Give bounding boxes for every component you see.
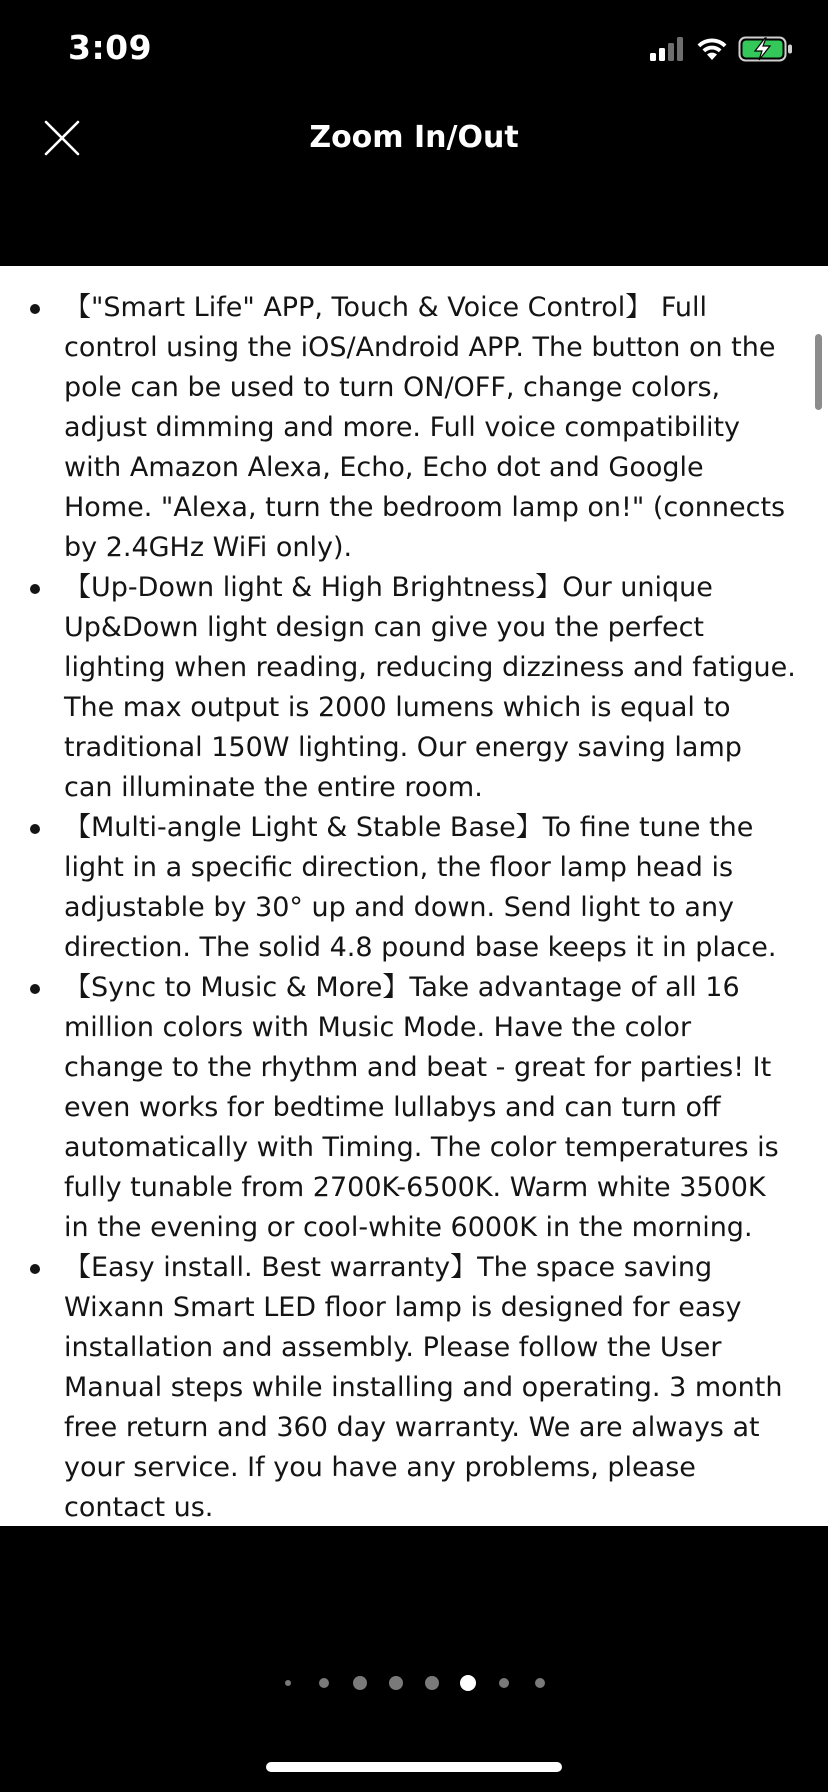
bullet-item [0, 288, 798, 568]
pager-dot[interactable] [389, 1676, 403, 1690]
bullet-text: 【Easy install. Best warranty】The space saving Wixann Smart LED floor lamp is designed for easy installation and assembly. Please follow the User Manual steps while installing and operating. 3 month free return and 360 day warranty. We are always at your service. If you have any problems, please contact us. [64, 1252, 783, 1523]
pager-dot[interactable] [499, 1678, 509, 1688]
feature-bullet-list [0, 266, 828, 1526]
bullet-text: 【"Smart Life" APP, Touch & Voice Control】 Full control using the iOS/Android APP. The button on the pole can be used to turn ON/OFF, change colors, adjust dimming and more. Full voice compatibility with Amazon Alexa, Echo, Echo dot and Google Home. "Alexa, turn the bedroom lamp on!" (connects by 2.4GHz WiFi only). [64, 292, 786, 563]
pager-dot[interactable] [285, 1680, 291, 1686]
pager-dot[interactable] [535, 1678, 545, 1688]
bullet-text: 【Sync to Music & More】Take advantage of all 16 million colors with Music Mode. Have the color change to the rhythm and beat - great for parties! It even works for bedtime lullabys and can turn off automatically with Timing. The color temperatures is fully tunable from 2700K-6500K. Warm white 3500K in the evening or cool-white 6000K in the morning. [64, 972, 779, 1243]
vertical-scrollbar[interactable] [815, 334, 822, 410]
battery-charging-icon [738, 36, 794, 62]
pager-dot[interactable] [353, 1676, 367, 1690]
pager-dot-active[interactable] [460, 1675, 476, 1691]
bullet-text: 【Up-Down light & High Brightness】Our unique Up&Down light design can give you the perfect lighting when reading, reducing dizziness and fatigue. The max output is 2000 lumens which is equal to traditional 150W lighting. Our energy saving lamp can illuminate the entire room. [64, 572, 796, 803]
wifi-icon [696, 37, 728, 61]
bullet-dot-icon [30, 984, 40, 994]
bullet-dot-icon [30, 824, 40, 834]
zoomable-content-panel[interactable] [0, 266, 828, 1526]
status-time: 3:09 [68, 28, 153, 67]
page-indicator [0, 1668, 828, 1698]
status-bar [0, 0, 828, 100]
bullet-text: 【Multi-angle Light & Stable Base】To fine tune the light in a specific direction, the floor lamp head is adjustable by 30° up and down. Send light to any direction. The solid 4.8 pound base keeps it in place. [64, 812, 777, 963]
pager-dot[interactable] [425, 1676, 439, 1690]
pager-dot[interactable] [319, 1678, 329, 1688]
home-indicator[interactable] [266, 1762, 562, 1772]
page-title: Zoom In/Out [309, 120, 519, 155]
status-icons [650, 34, 794, 64]
bullet-item [0, 568, 798, 808]
bullet-item [0, 808, 798, 968]
bullet-dot-icon [30, 304, 40, 314]
bullet-dot-icon [30, 584, 40, 594]
bullet-item [0, 1248, 798, 1526]
cellular-signal-icon [650, 37, 686, 61]
bullet-item [0, 968, 798, 1248]
bullet-dot-icon [30, 1264, 40, 1274]
